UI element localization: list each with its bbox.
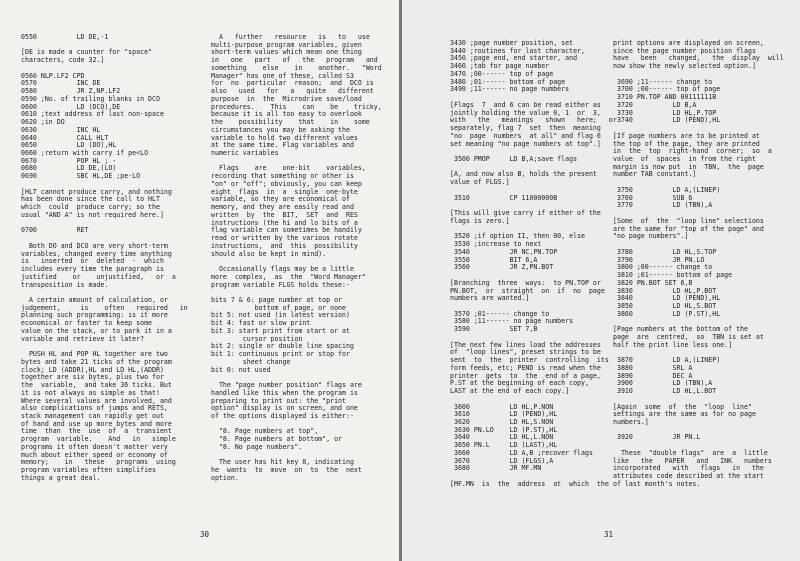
text-line: like the PAPER and INK numbers	[613, 456, 772, 465]
text-line: PUSH HL and POP HL together are two	[21, 350, 168, 359]
left-page-number: 30	[200, 530, 210, 539]
text-line: 3620 LD HL,S.NON	[450, 417, 554, 426]
text-line: 3450 ;page end, end starter, and	[450, 54, 578, 63]
text-line: sheet change	[211, 357, 291, 366]
text-line: 3800 ;00------ change to	[613, 263, 713, 272]
text-line: because it is all too easy to overlook	[211, 110, 362, 119]
text-line: 0550 LD DE,-1	[21, 33, 109, 41]
text-line: 3490 ;11------ no page numbers	[450, 85, 570, 94]
text-line: 0670 POP HL ; -	[21, 156, 117, 165]
text-line: 3640 LD HL,L.NON	[450, 433, 554, 442]
text-line: which could produce carry; so the	[21, 203, 160, 212]
text-line: in the top right-hand corner; so a	[613, 147, 772, 156]
text-line: 0610 ;text address of last non-space	[21, 110, 164, 119]
text-line: [Again some of the "loop line"	[613, 402, 752, 411]
text-line: 3700 ;00------ top of page	[613, 85, 721, 94]
text-line: option" display is on screen, and one	[211, 404, 358, 413]
text-line: [This will give carry if either of the	[450, 209, 601, 218]
text-line: variable and retrieve it later?	[21, 334, 145, 343]
text-line: incorporated with flags in the	[613, 464, 764, 473]
text-line: 3780 LD HL,S.TOP	[613, 247, 717, 256]
text-line: the possibility that in some	[211, 118, 370, 127]
text-line: 3740 LD (PEND),HL	[613, 116, 721, 125]
left-page-column-1	[21, 34, 206, 483]
text-line: [If page numbers are to be printed at	[613, 131, 760, 140]
text-line: 0650 LD (DO),HL	[21, 141, 117, 150]
text-line: [Some of the "loop line" selections	[613, 216, 764, 225]
text-line: margin is now put in TBN, the page	[613, 162, 764, 171]
text-line: 3600 LD HL,P.NON	[450, 402, 554, 411]
text-line: 3440 ;routines for last character,	[450, 46, 585, 55]
text-line: are the same for "top of the page" and	[613, 224, 764, 233]
text-line: of last month's notes.	[613, 479, 701, 488]
text-line: 3660 LD A,B ;recover flags	[450, 448, 593, 457]
text-line: value of FLGS.]	[450, 178, 510, 187]
text-line: of hand and use up more bytes and more	[21, 419, 172, 428]
text-line: eight flags in a single one-byte	[211, 187, 358, 196]
text-line: 3470 ;00------ top of page	[450, 69, 554, 78]
text-line: Both DO and DCO are very short-term	[21, 241, 168, 250]
text-line: number TAB constant.]	[613, 170, 697, 179]
text-line: variable, so they are economical of	[211, 195, 350, 204]
text-line: The "page number position" flags are	[211, 381, 362, 390]
text-line: should also be kept in mind).	[211, 249, 327, 258]
text-line: circumstances you may be asking the	[211, 125, 350, 134]
text-line: [The next few lines load the addresses	[450, 340, 601, 349]
text-line: at the same time. Flag variables and	[211, 141, 354, 150]
text-line: instructions (the hi and lo bits of a	[211, 218, 358, 227]
text-line: 3570 ;01------ change to	[450, 309, 550, 318]
text-line: 3860 LD (P.ST),HL	[613, 309, 721, 318]
text-line: page are centred, so TBN is set at	[613, 332, 764, 341]
text-line: value of spaces in from the right	[613, 155, 756, 164]
text-line: 3750 LD A,(LINEP)	[613, 185, 721, 194]
text-line: of "loop lines", preset strings to be	[450, 348, 601, 357]
text-line: characters, code 32.]	[21, 56, 105, 65]
text-line: 0660 ;return with carry if pe<LO	[21, 149, 149, 158]
text-line: "8. No page numbers".	[211, 442, 303, 451]
text-line: 3890 DEC A	[613, 371, 693, 380]
text-line: also used for a quite different	[211, 87, 374, 96]
text-line: "8. Page numbers at top",	[211, 427, 319, 436]
text-line: Flags are one-bit variables,	[211, 164, 366, 173]
text-line: 0600 LD (DCO),DE	[21, 102, 121, 111]
text-line: of the options displayed is either:-	[211, 411, 354, 420]
text-line: 3650 PN.L LD (LAST),HL	[450, 441, 558, 450]
text-line: bit 4: fast or slow print	[211, 319, 311, 328]
text-line: 3530 ;increase to next	[450, 240, 542, 249]
text-line: he wants to move on to the next	[211, 466, 362, 475]
text-line: These "double flags" are a little	[613, 448, 768, 457]
text-line: now show the newly selected option.]	[613, 62, 756, 71]
text-line: bit 3: start print from start or at	[211, 326, 350, 335]
text-line: bit 1: continuous print or stop for	[211, 350, 350, 359]
text-line: 0640 CALL HLT	[21, 133, 109, 142]
text-line: written by the BIT, SET and RES	[211, 210, 358, 219]
text-line: recording that something or other is	[211, 172, 354, 181]
text-line: 3560 JR Z,PN.BOT	[450, 263, 554, 272]
text-line: program variable FLGS holds these:-	[211, 280, 350, 289]
text-line: 0630 INC HL	[21, 125, 101, 134]
text-line: read or written by the various rotate	[211, 234, 358, 243]
text-line: 3790 JR PN.LO	[613, 255, 705, 264]
text-line: 3720 LD B,A	[613, 100, 697, 109]
text-line: planning such programming: is it more	[21, 311, 168, 320]
text-line: together are six bytes, plus two for	[21, 373, 164, 382]
text-line: variable to hold two different values	[211, 133, 358, 142]
text-line: Occasionally flags may be a little	[211, 265, 354, 274]
text-line: 3460 ;tab for page number	[450, 62, 550, 71]
text-line: 3910 LD HL,L.BOT	[613, 387, 717, 396]
text-line: something else in another. "Word	[211, 63, 382, 72]
text-line: stack management can rapidly get out	[21, 411, 164, 420]
text-line: [HLT cannot produce carry, and nothing	[21, 187, 172, 196]
text-line: 0570 INC DE	[21, 79, 101, 88]
text-line: much about either speed or economy of	[21, 450, 168, 459]
text-line: economical or faster to keep some	[21, 319, 153, 328]
text-line: time than the use of a transient	[21, 427, 172, 436]
text-line: bits 7 & 6: page number at top or	[211, 295, 343, 304]
text-line: 3430 ;page number position, set	[450, 39, 574, 47]
text-line: 3760 SUB 6	[613, 193, 693, 202]
text-line: 3580 ;11------ no page numbers	[450, 317, 574, 326]
text-line: clock; LD (ADDR),HL and LD HL,(ADDR)	[21, 365, 164, 374]
text-line: 3810 ;01------ bottom of page	[613, 271, 733, 280]
text-line: numbers are wanted.]	[450, 294, 530, 303]
text-line: [Branching three ways: to PN.TOP or	[450, 278, 601, 287]
text-line: 3870 LD A,(LINEP)	[613, 356, 721, 365]
text-line: cursor position	[211, 334, 303, 343]
text-line: settings are the same as for no page	[613, 410, 756, 419]
text-line: 0580 JR Z,NP.LF2	[21, 87, 121, 96]
text-line: 3630 PN.LO LD (P.ST),HL	[450, 425, 558, 434]
text-line: 3520 ;if option II, then 00, else	[450, 232, 585, 241]
text-line: 3690 ;11------ change to	[613, 77, 713, 86]
text-line: the variable, and take 36 ticks. But	[21, 381, 172, 390]
text-line: 3590 SET 7,B	[450, 325, 538, 334]
text-line: includes every time the paragraph is	[21, 265, 164, 274]
text-line: it is not always as simple as that!	[21, 388, 160, 397]
text-line: set meaning "no page numbers at top".]	[450, 139, 601, 148]
text-line: A further resource is to use	[211, 33, 370, 41]
text-line: memory, and they are easily read and	[211, 203, 354, 212]
text-line: variables, changed every time anything	[21, 249, 172, 258]
text-line: Manager" has one of these, called S3	[211, 71, 354, 80]
text-line: bottom of page, or none	[211, 303, 346, 312]
text-line: LAST at the end of each copy.]	[450, 387, 570, 396]
text-line: short-term values which mean one thing	[211, 48, 362, 57]
text-line: instructions, and this possibility	[211, 241, 358, 250]
text-line: judgement, is often required in	[21, 303, 188, 312]
text-line: numbers.]	[613, 417, 649, 426]
text-line: "no page numbers at all" and flag 6	[450, 131, 601, 140]
text-line: more complex, as the "Word Manager"	[211, 272, 366, 281]
text-line: multi-purpose program variables, given	[211, 40, 362, 49]
text-line: 3510 CP 11000000B	[450, 193, 558, 202]
text-line: handled like this when the program is	[211, 388, 358, 397]
right-page-number: 31	[604, 530, 614, 539]
text-line: have been changed, the display will	[613, 54, 784, 63]
text-line: PN.BOT, or straight on if no page	[450, 286, 605, 295]
text-line: program variable. And in simple	[21, 435, 176, 444]
text-line: the top of the page, they are printed	[613, 139, 760, 148]
text-line: 3880 SRL A	[613, 363, 693, 372]
text-line: 3550 BIT 6,A	[450, 255, 538, 264]
text-line: option.	[211, 473, 239, 482]
text-line: usual "AND A" is not required here.]	[21, 210, 164, 219]
text-line: bytes and take 21 ticks of the program	[21, 357, 172, 366]
right-page-column-1	[450, 39, 617, 489]
text-line: programs it often doesn't matter very	[21, 442, 168, 451]
text-line: has been done since the call to HLT	[21, 195, 160, 204]
text-line: [DE is made a counter for "space"	[21, 48, 153, 57]
text-line: printer gets to the end of a page,	[450, 371, 601, 380]
text-line: since the page number position flags	[613, 46, 756, 55]
text-line: half the print line less one.]	[613, 340, 733, 349]
text-line: 3920 JR PN.L	[613, 433, 701, 442]
text-line: [Flags 7 and 6 can be read either as	[450, 100, 601, 109]
text-line: The user has hit key 8, indicating	[211, 458, 354, 467]
text-line: Where several values are involved, and	[21, 396, 172, 405]
text-line: [Page numbers at the bottom of the	[613, 325, 748, 334]
text-line: 0620 ;in DO	[21, 118, 65, 127]
text-line: 3900 LD (TBN),A	[613, 379, 713, 388]
text-line: 3730 LD HL,P.TOP	[613, 108, 717, 117]
text-line: 3850 LD HL,S.BOT	[613, 301, 717, 310]
text-line: also complications of jumps and RETS,	[21, 404, 168, 413]
text-line: 3610 LD (PEND),HL	[450, 410, 558, 419]
text-line: procedures. This can be tricky,	[211, 102, 382, 111]
text-line: justified or unjustified, or a	[21, 272, 176, 281]
text-line: 3680 JR MF.MN	[450, 464, 542, 473]
text-line: 3480 ;01------ bottom of page	[450, 77, 566, 86]
text-line: flags is zero.]	[450, 216, 510, 225]
text-line: [A, and now also B, holds the present	[450, 170, 597, 179]
text-line: 3670 LD (FLGS),A	[450, 456, 554, 465]
text-line: "no page numbers".]	[613, 232, 689, 241]
text-line: bit 0: not used	[211, 365, 271, 374]
text-line: jointly holding the value 0, 1 or 3,	[450, 108, 601, 117]
text-line: value on the stack, or to park it in a	[21, 326, 172, 335]
text-line: [MF.MN is the address at which the	[450, 479, 609, 488]
text-line: 0560 NLP.LF2 CPD	[21, 71, 85, 80]
text-line: in one part of the program and	[211, 56, 378, 65]
text-line: bit 2: single or double line spacing	[211, 342, 354, 351]
text-line: is inserted or deleted - which	[21, 257, 164, 266]
text-line: bit 5: not used (in latest version)	[211, 311, 350, 320]
text-line: separately, flag 7 set then meaning	[450, 124, 601, 133]
text-line: P.ST at the beginning of each copy,	[450, 379, 589, 388]
text-line: 3820 PN.BOT SET 6,B	[613, 278, 693, 287]
text-line: 0680 LD DE,(LO)	[21, 164, 117, 173]
text-line: flag variable can sometimes be handily	[211, 226, 362, 235]
text-line: attributes code described at the start	[613, 472, 764, 481]
text-line: A certain amount of calculation, or	[21, 295, 168, 304]
text-line: purpose in the Microdrive save/load	[211, 94, 362, 103]
text-line: things a great deal.	[21, 473, 101, 482]
text-line: "on" or "off"; obviously, you can keep	[211, 179, 362, 188]
text-line: 3540 JR NC,PN.TOP	[450, 247, 558, 256]
text-line: 0590 ;No. of trailing blanks in DCO	[21, 94, 160, 103]
text-line: numeric variables	[211, 149, 279, 158]
left-page	[0, 0, 399, 561]
text-line: program variables often simplifies	[21, 466, 156, 475]
text-line: 0690 SBC HL,DE ;pe-LO	[21, 172, 141, 181]
text-line: 3710 PN.TOP AND 00111111B	[613, 93, 717, 102]
text-line: print options are displayed on screen,	[613, 39, 764, 47]
text-line: with the meanings shown here; or	[450, 116, 617, 125]
left-page-column-2	[211, 34, 391, 483]
text-line: 0700 RET	[21, 226, 89, 235]
text-line: transposition is made.	[21, 280, 109, 289]
text-line: 3840 LD (PEND),HL	[613, 294, 721, 303]
text-line: memory; in these programs using	[21, 458, 176, 467]
text-line: 3830 LD HL,P.BOT	[613, 286, 717, 295]
text-line: "8. Page numbers at bottom", or	[211, 435, 343, 444]
right-page-column-2	[613, 40, 795, 489]
text-line: 3770 LD (TBN),A	[613, 201, 713, 210]
right-page	[402, 0, 800, 561]
text-line: sent to the printer controlling its	[450, 356, 609, 365]
text-line: preparing to print out: the "print	[211, 396, 346, 405]
text-line: 3500 PMOP LD B,A;save flags	[450, 155, 578, 164]
text-line: for no particular reason; and DCO is	[211, 79, 374, 88]
text-line: form feeds, etc; PEND is read when the	[450, 363, 601, 372]
